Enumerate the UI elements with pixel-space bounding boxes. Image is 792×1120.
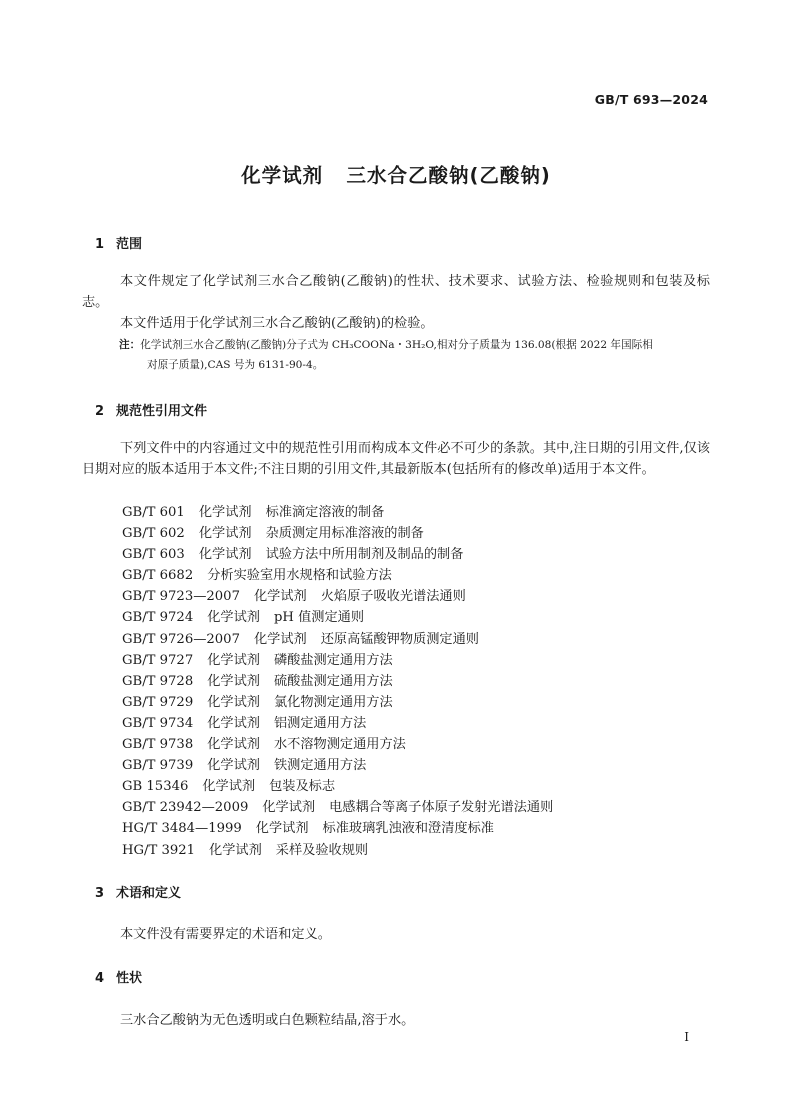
reference-title: 硫酸盐测定通用方法 [273,673,393,689]
reference-list [122,502,553,861]
reference-category: 化学试剂 [202,779,256,795]
reference-item [122,523,553,544]
reference-code: HG/T 3921 [122,842,196,858]
reference-title: pH 值测定通则 [273,610,365,626]
properties-paragraph: 三水合乙酸钠为无色透明或白色颗粒结晶,溶于水。 [120,1013,415,1028]
reference-item [122,629,553,650]
reference-category: 化学试剂 [207,673,260,689]
reference-item [122,797,553,818]
reference-code: GB/T 9724 [122,610,194,626]
reference-category: 化学试剂 [253,589,307,605]
section-number: 1 [95,237,105,252]
reference-category: 化学试剂 [207,694,260,710]
reference-code: GB/T 23942—2009 [122,800,249,816]
reference-code: GB/T 6682 [122,568,194,584]
section-title: 性状 [116,971,143,986]
reference-category: 化学试剂 [198,526,252,542]
reference-title: 标准玻璃乳浊液和澄清度标准 [322,821,494,837]
reference-item [122,586,553,607]
reference-category: 化学试剂 [198,505,252,520]
normative-intro-paragraph: 下列文件中的内容通过文中的规范性引用而构成本文件必不可少的条款。其中,注日期的引用文件,仅该日期对应的版本适用于本文件;不注日期的引用文件,其最新版本(包括所有的修改单)适用于本文件。 [82,441,710,477]
scope-note [119,336,711,375]
reference-item [122,692,553,713]
reference-item [122,544,553,565]
reference-item [122,818,553,839]
reference-title: 铁测定通用方法 [273,758,367,774]
reference-title: 火焰原子吸收光谱法通则 [320,589,466,605]
reference-item [122,650,553,671]
reference-code: GB/T 9726—2007 [122,631,240,647]
reference-category: 化学试剂 [207,758,260,774]
section-title: 范围 [116,237,143,252]
scope-paragraph-2: 本文件适用于化学试剂三水合乙酸钠(乙酸钠)的检验。 [120,316,434,331]
reference-title: 电感耦合等离子体原子发射光谱法通则 [329,800,554,816]
note-label: 注： [119,339,141,351]
reference-title: 水不溶物测定通用方法 [273,737,406,753]
section-number: 2 [95,404,105,419]
section-heading-properties [95,967,142,986]
page-number: I [684,1030,689,1044]
standard-code: GB/T 693—2024 [594,92,708,107]
reference-title: 包装及标志 [269,779,336,795]
section-number: 4 [95,971,105,986]
reference-title: 杂质测定用标准溶液的制备 [265,526,424,542]
reference-category: 化学试剂 [207,652,260,668]
reference-item [122,713,553,734]
reference-category: 化学试剂 [207,715,260,731]
reference-code: GB/T 9729 [122,694,194,710]
note-line-1 [119,336,711,356]
reference-title: 试验方法中所用制剂及制品的制备 [265,547,464,563]
reference-title: 采样及验收规则 [275,842,369,858]
reference-title: 氯化物测定通用方法 [273,694,393,710]
reference-code: GB/T 9738 [122,737,194,753]
document-title: 化学试剂 三水合乙酸钠(乙酸钠) [241,164,551,187]
reference-code: GB/T 9727 [122,652,194,668]
reference-title: 分析实验室用水规格和试验方法 [207,568,392,584]
reference-code: GB/T 602 [122,526,185,542]
reference-category: 化学试剂 [253,631,307,647]
reference-category: 化学试剂 [207,737,260,753]
reference-code: GB 15346 [122,779,189,795]
section-heading-normative-references [95,400,207,419]
scope-paragraph-1: 本文件规定了化学试剂三水合乙酸钠(乙酸钠)的性状、技术要求、试验方法、检验规则和包装及标志。 [82,274,710,310]
note-text-1: 化学试剂三水合乙酸钠(乙酸钠)分子式为 CH₃COONa・3H₂O,相对分子质量为 136.08(根据 2022 年国际相 [140,339,653,351]
reference-item [122,565,553,586]
reference-category: 化学试剂 [262,800,316,816]
reference-code: GB/T 9739 [122,758,194,774]
reference-category: 化学试剂 [207,610,260,626]
reference-code: GB/T 601 [122,505,185,520]
section-title: 规范性引用文件 [116,404,208,419]
section-title: 术语和定义 [116,886,182,901]
reference-code: GB/T 603 [122,547,185,563]
section-heading-scope [95,233,142,252]
reference-code: HG/T 3484—1999 [122,821,242,837]
note-text-2: 对原子质量),CAS 号为 6131-90-4。 [147,358,324,371]
reference-category: 化学试剂 [198,547,252,563]
reference-item [122,755,553,776]
reference-code: GB/T 9734 [122,715,194,731]
reference-item [122,734,553,755]
reference-item [122,502,553,523]
reference-item [122,840,553,861]
reference-title: 标准滴定溶液的制备 [265,505,385,520]
terms-paragraph: 本文件没有需要界定的术语和定义。 [120,927,331,942]
reference-category: 化学试剂 [255,821,309,837]
reference-item [122,607,553,628]
reference-item [122,776,553,797]
section-number: 3 [95,886,105,901]
reference-category: 化学试剂 [209,842,262,858]
reference-code: GB/T 9728 [122,673,194,689]
reference-title: 磷酸盐测定通用方法 [273,652,393,668]
reference-title: 还原高锰酸钾物质测定通则 [320,631,479,647]
reference-code: GB/T 9723—2007 [122,589,240,605]
reference-title: 铝测定通用方法 [273,715,367,731]
reference-item [122,671,553,692]
section-heading-terms [95,882,181,901]
